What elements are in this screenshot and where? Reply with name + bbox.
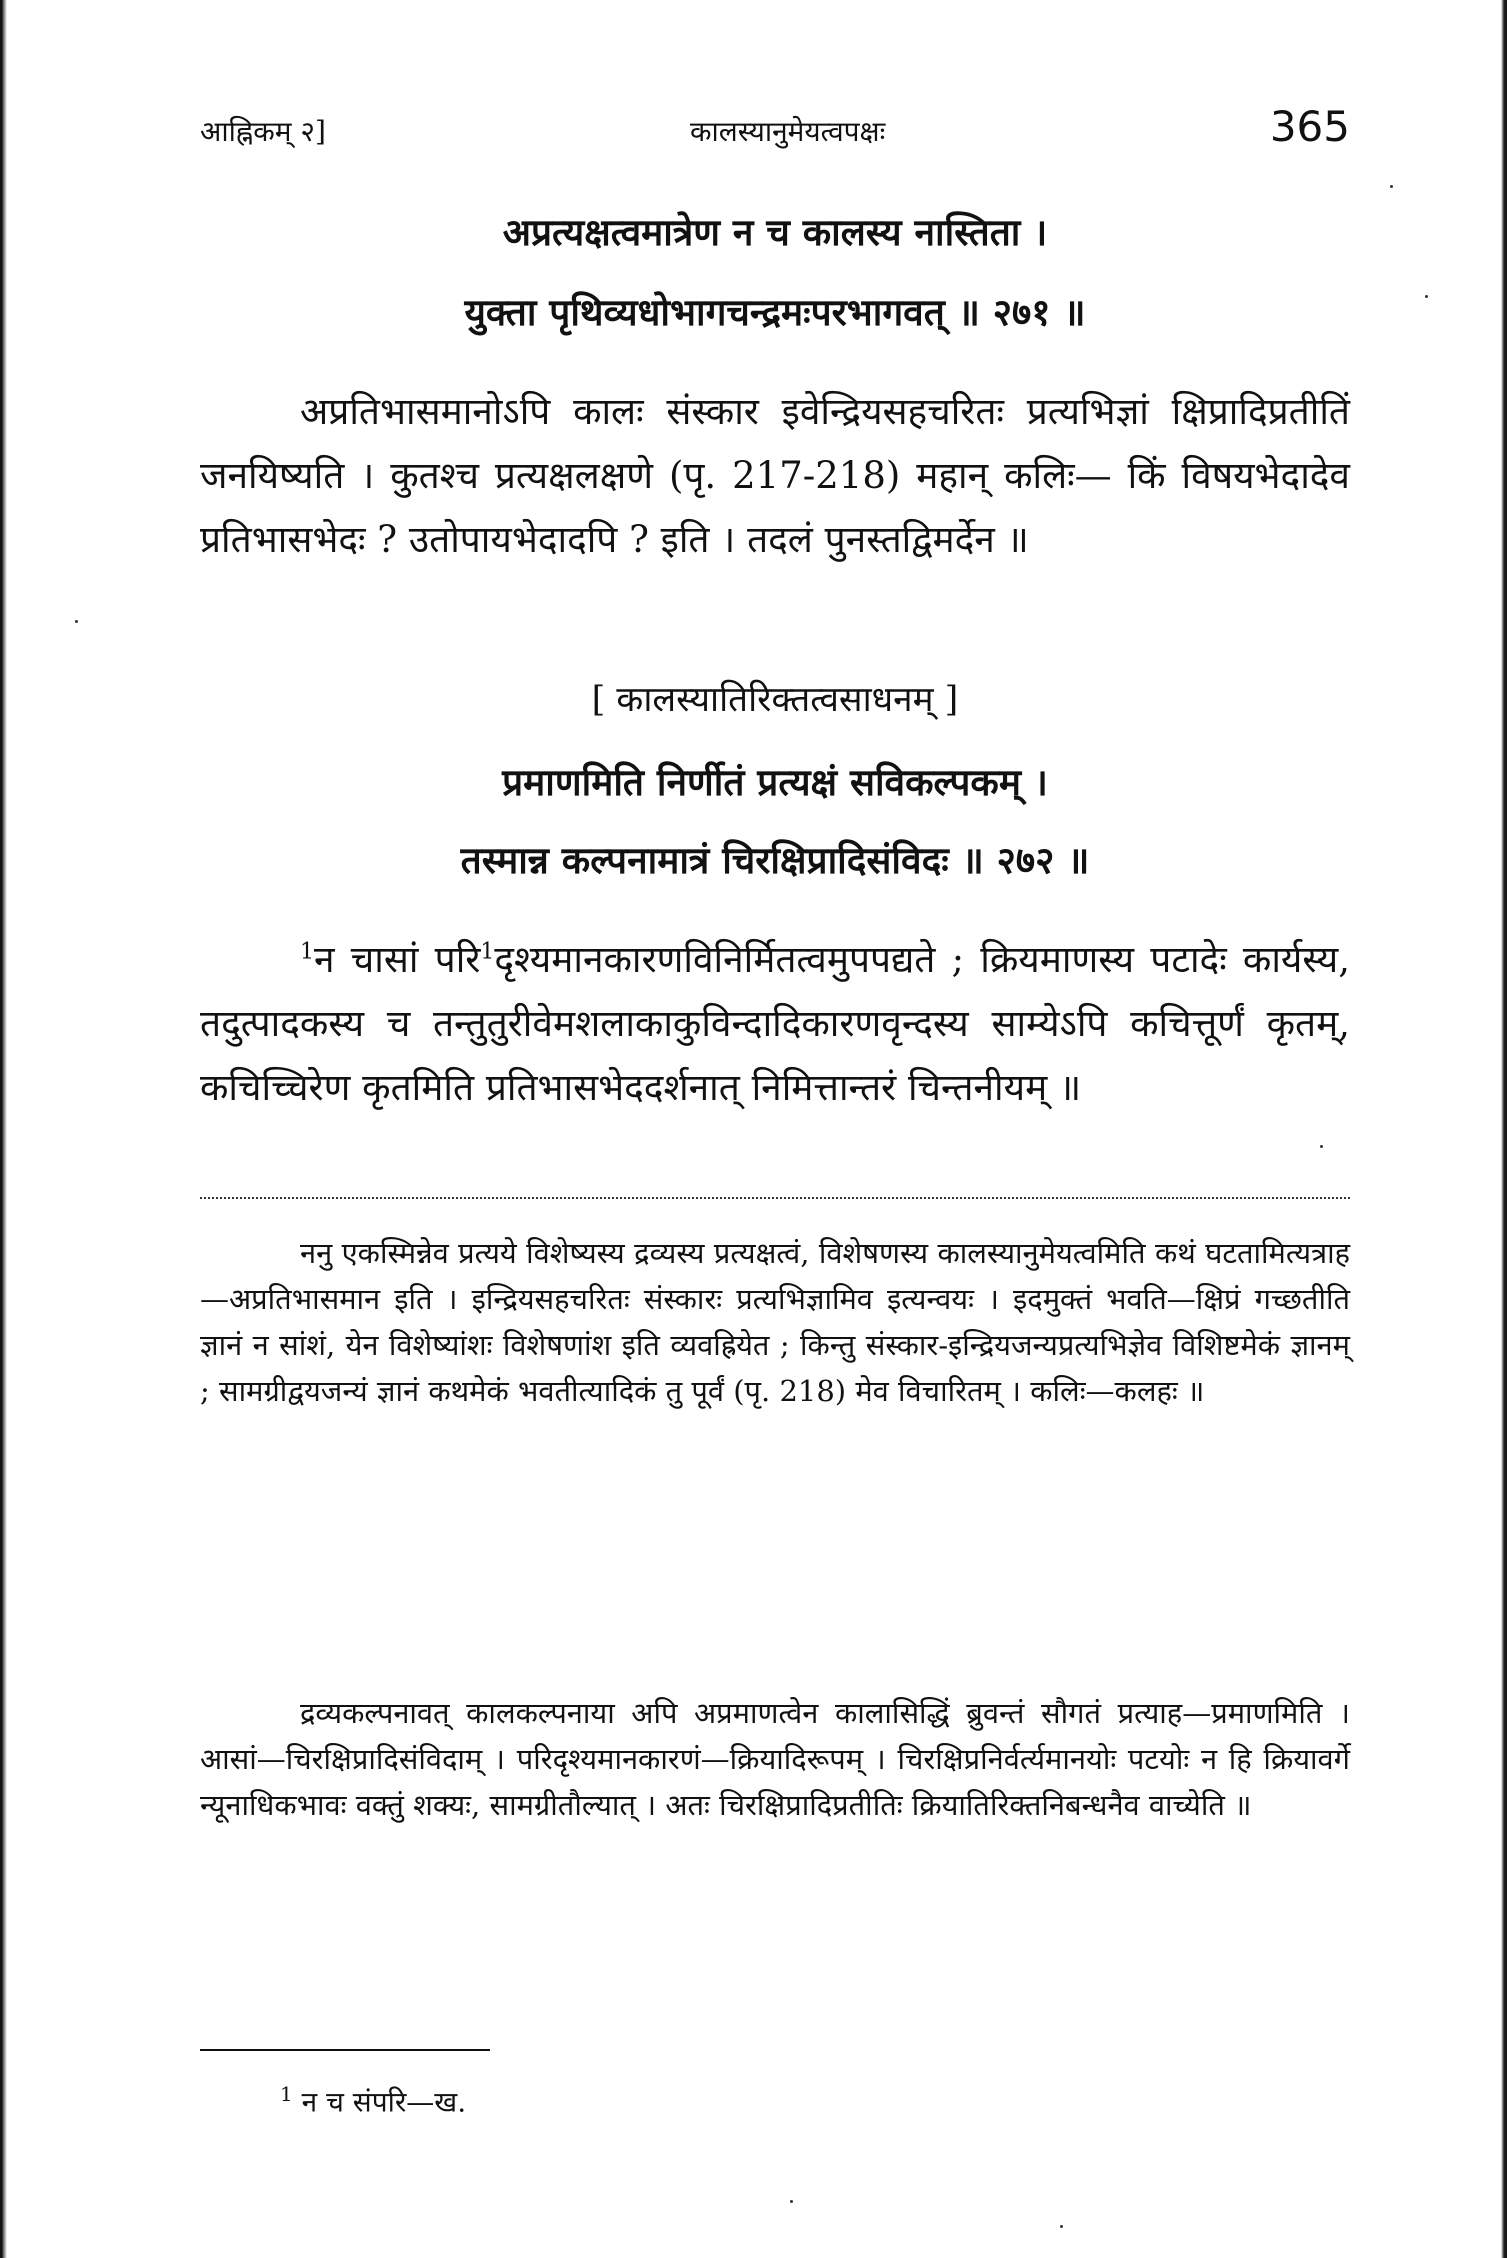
header-section-label: आह्निकम् २] bbox=[200, 115, 326, 148]
section-heading: [ कालस्यातिरिक्तत्वसाधनम् ] bbox=[591, 680, 959, 720]
commentary-paragraph-1: ननु एकस्मिन्नेव प्रत्यये विशेष्यस्य द्रव्यस्य प्रत्यक्षत्वं, विशेषणस्य कालस्यानुमेयत्वमिति कथं घटतामित्यत्राह—अप्रतिभासमान इति । इन्द्रियसहचरितः संस्कारः प्रत्यभिज्ञामिव इत्यन्वयः । इदमुक्तं भवति—क्षिप्रं गच्छतीति ज्ञानं न सांशं, येन विशेष्यांशः विशेषणांश इति व्यवह्रियेत ; किन्तु संस्कार-इन्द्रियजन्यप्रत्यभिज्ञेव विशिष्टमेकं ज्ञानम् ; सामग्रीद्वयजन्यं ज्ञानं कथमेकं भवतीत्यादिकं तु पूर्वं (पृ. 218) मेव विचारितम् । कलिः—कलहः ॥ bbox=[200, 1236, 1350, 1408]
footnote-text: न च संपरि—ख. bbox=[301, 2085, 467, 2119]
header-title: कालस्यानुमेयत्वपक्षः bbox=[690, 115, 886, 148]
verse-271-line-1: अप्रत्यक्षत्वमात्रेण न च कालस्य नास्तिता । bbox=[502, 210, 1048, 254]
scan-speck bbox=[1320, 1145, 1323, 1148]
footnote-number: 1 bbox=[280, 2082, 293, 2106]
main-paragraph-2-part-a: न चासां परि bbox=[314, 938, 481, 981]
scan-speck bbox=[1390, 185, 1393, 188]
page-number: 365 bbox=[1269, 102, 1350, 151]
main-paragraph-2-part-b: दृश्यमानकारणविनिर्मितत्वमुपपद्यते ; क्रियमाणस्य पटादेः कार्यस्य, तदुत्पादकस्य च तन्तुतुरीवेमशलाकाकुविन्दादिकारणवृन्दस्य साम्येऽपि कचित्तूर्णं कृतम्, कचिच्चिरेण कृतमिति प्रतिभासभेददर्शनात् निमित्तान्तरं चिन्तनीयम् ॥ bbox=[200, 938, 1350, 1109]
footnote-rule bbox=[200, 2049, 490, 2051]
verse-272-line-1: प्रमाणमिति निर्णीतं प्रत्यक्षं सविकल्पकम् । bbox=[502, 760, 1048, 804]
scan-speck bbox=[1425, 295, 1428, 298]
footnote bbox=[280, 2082, 466, 2120]
footnote-marker: 1 bbox=[300, 939, 314, 965]
right-page-edge bbox=[1501, 0, 1507, 2258]
scan-speck bbox=[790, 2200, 793, 2203]
main-paragraph-1: अप्रतिभासमानोऽपि कालः संस्कार इवेन्द्रियसहचरितः प्रत्यभिज्ञां क्षिप्रादिप्रतीतिं जनयिष्यति । कुतश्च प्रत्यक्षलक्षणे (पृ. 217-218) महान् कलिः— किं विषयभेदादेव प्रतिभासभेदः ? उतोपायभेदादपि ? इति । तदलं पुनस्तद्विमर्देन ॥ bbox=[200, 390, 1350, 561]
commentary-paragraph-2: द्रव्यकल्पनावत् कालकल्पनाया अपि अप्रमाणत्वेन कालासिद्धिं ब्रुवन्तं सौगतं प्रत्याह—प्रमाणमिति । आसां—चिरक्षिप्रादिसंविदाम् । परिदृश्यमानकारणं—क्रियादिरूपम् । चिरक्षिप्रनिर्वर्त्यमानयोः पटयोः न हि क्रियावर्गे न्यूनाधिकभावः वक्तुं शक्यः, सामग्रीतौल्यात् । अतः चिरक्षिप्रादिप्रतीतिः क्रियातिरिक्तनिबन्धनैव वाच्येति ॥ bbox=[200, 1696, 1350, 1822]
verse-271-line-2: युक्ता पृथिव्यधोभागचन्द्रमःपरभागवत् ॥ २७१ ॥ bbox=[464, 290, 1086, 334]
commentary-separator bbox=[200, 1197, 1350, 1199]
main-paragraph-2 bbox=[200, 928, 1350, 1120]
left-page-edge bbox=[0, 0, 7, 2258]
running-header bbox=[200, 102, 1350, 158]
scan-speck bbox=[75, 620, 78, 623]
scan-speck bbox=[1060, 2225, 1063, 2228]
verse-272-line-2: तस्मान्न कल्पनामात्रं चिरक्षिप्रादिसंविदः ॥ २७२ ॥ bbox=[460, 838, 1090, 882]
footnote-marker-2: 1 bbox=[480, 939, 495, 965]
